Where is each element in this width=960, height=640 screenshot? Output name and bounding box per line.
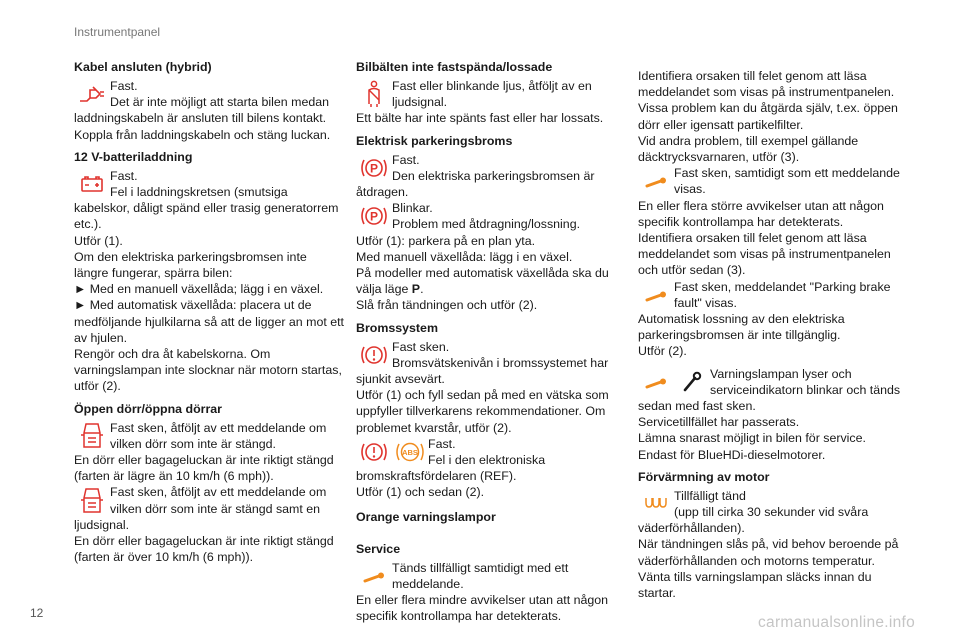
heading-brake-system: Bromssystem — [356, 320, 438, 335]
column-2: Bilbälten inte fastspända/lossade Fast eller blinkande ljus, åtföljt av en ljudsignal. Ett bälte har inte spänts fast eller har lossats. Elektrisk parkeringsbroms P Fast. Den elektriska parkeringsbromsen är åtdragen. P Blinkar. Problem med åtdragning/lossning. Utför (1): parkera på en plan yta. Med manuell växellåda: lägg i en växel. På modeller med automatisk växellåda ska du välja läge P. Slå från tändningen och utför (2). Bromssystem Fast sken. Bromsvätskenivån i bromssystemet har sjunkit avsevärt. Utför (1) och fyll sedan på med en vätska som uppfyller tillverkarens rekommendationer. Om problemet kvarstår, utför (2). ABS Fast. Fel i den elektroniska bromskraftsfördelaren (REF). Utför (1) och sedan (2). Orange varningslampor Service Tänds tillfälligt samtidigt med ett meddelande. En eller flera mindre avvikelser utan att någon specifik kontrollampa har detekterats. — [356, 56, 626, 624]
heading-belts: Bilbälten inte fastspända/lossade — [356, 60, 553, 74]
brake-system-icon — [356, 339, 392, 371]
parking-brake-icon — [356, 152, 392, 184]
heading-battery: 12 V-batteriladdning — [74, 149, 193, 164]
heading-doors: Öppen dörr/öppna dörrar — [74, 401, 223, 416]
abs-icon — [392, 436, 428, 468]
heading-cable: Kabel ansluten (hybrid) — [74, 60, 212, 74]
running-header: Instrumentpanel — [74, 25, 161, 39]
column-3: Identifiera orsaken till felet genom att läsa meddelandet som visas på instrumentpanelen. Vissa problem kan du åtgärda själv, t.ex. öppen dörr eller igensatt partikelfilter. Vid andra problem, till exempel gällande däcktrycksvarnaren, utför (3). Fast sken, samtidigt som ett meddelande visas. En eller flera större avvikelser utan att någon specifik kontrollampa har detekterats. Identifiera orsaken till felet genom att läsa meddelandet som visas på instrumentpanelen och utför sedan (3). Fast sken, meddelandet "Parking brake fault" visas. Automatisk lossning av den elektriska parkeringsbromsen är inte tillgänglig. Utför (2). Varningslampan lyser och serviceindikatorn blinkar och tänds sedan med fast sken. Servicetillfället har passerats. Lämna snarast möjligt in bilen för service. Endast för BlueHDi-dieselmotorer. Förvärmning av motor Tillfälligt tänd (upp till cirka 30 sekunder vid svåra väderförhållanden). När tändningen slås på, vid behov beroende på väderförhållanden och motorns temperatur. Vänta tills varningslampan släcks innan du startar. — [638, 68, 908, 601]
heading-service: Service — [356, 541, 401, 556]
glow-plug-icon — [638, 488, 674, 520]
wrench-icon — [638, 165, 674, 197]
heading-preheat: Förvärmning av motor — [638, 469, 770, 484]
seatbelt-icon — [356, 78, 392, 110]
heading-epb: Elektrisk parkeringsbroms — [356, 133, 513, 148]
service-wrench-icon — [674, 366, 710, 398]
open-door-icon — [74, 484, 110, 516]
heading-orange-warnings: Orange varningslampor — [356, 509, 496, 524]
wrench-icon — [638, 279, 674, 311]
page-number: 12 — [30, 606, 44, 620]
open-door-icon — [74, 420, 110, 452]
watermark: carmanualsonline.info — [758, 614, 916, 631]
svg-text:P: P — [369, 209, 379, 224]
parking-brake-icon — [356, 200, 392, 232]
column-1: Kabel ansluten (hybrid) Fast. Det är inte möjligt att starta bilen medan laddningskabeln är ansluten till bilens kontakt. Koppla från laddningskabeln och stäng luckan. 12 V-batteriladdning Fast. Fel i laddningskretsen (smutsiga kabelskor, dåligt spänd eller trasig generatorrem etc.). Utför (1). Om den elektriska parkeringsbromsen inte längre fungerar, spärra bilen: ► Med en manuell växellåda; lägg i en växel. ► Med automatisk växellåda: placera ut de medföljande hjulkilarna så att de ligger an mot ett av hjulen. Rengör och dra åt kabelskorna. Om varningslampan inte slocknar när motorn startas, utför (2). Öppen dörr/öppna dörrar Fast sken, åtföljt av ett meddelande om vilken dörr som inte är stängd. En dörr eller bagageluckan är inte riktigt stängd (farten är lägre än 10 km/h (6 mph)). Fast sken, åtföljt av ett meddelande om vilken dörr som inte är stängd samt en ljudsignal. En dörr eller bagageluckan är inte riktigt stängd (farten är över 10 km/h (6 mph)). — [74, 60, 344, 565]
battery-icon — [74, 168, 110, 200]
wrench-icon — [356, 560, 392, 592]
svg-text:ABS: ABS — [402, 448, 418, 458]
brake-system-icon — [356, 436, 392, 468]
wrench-icon — [638, 366, 674, 398]
svg-text:P: P — [369, 161, 379, 176]
cable-plug-icon — [74, 78, 110, 110]
